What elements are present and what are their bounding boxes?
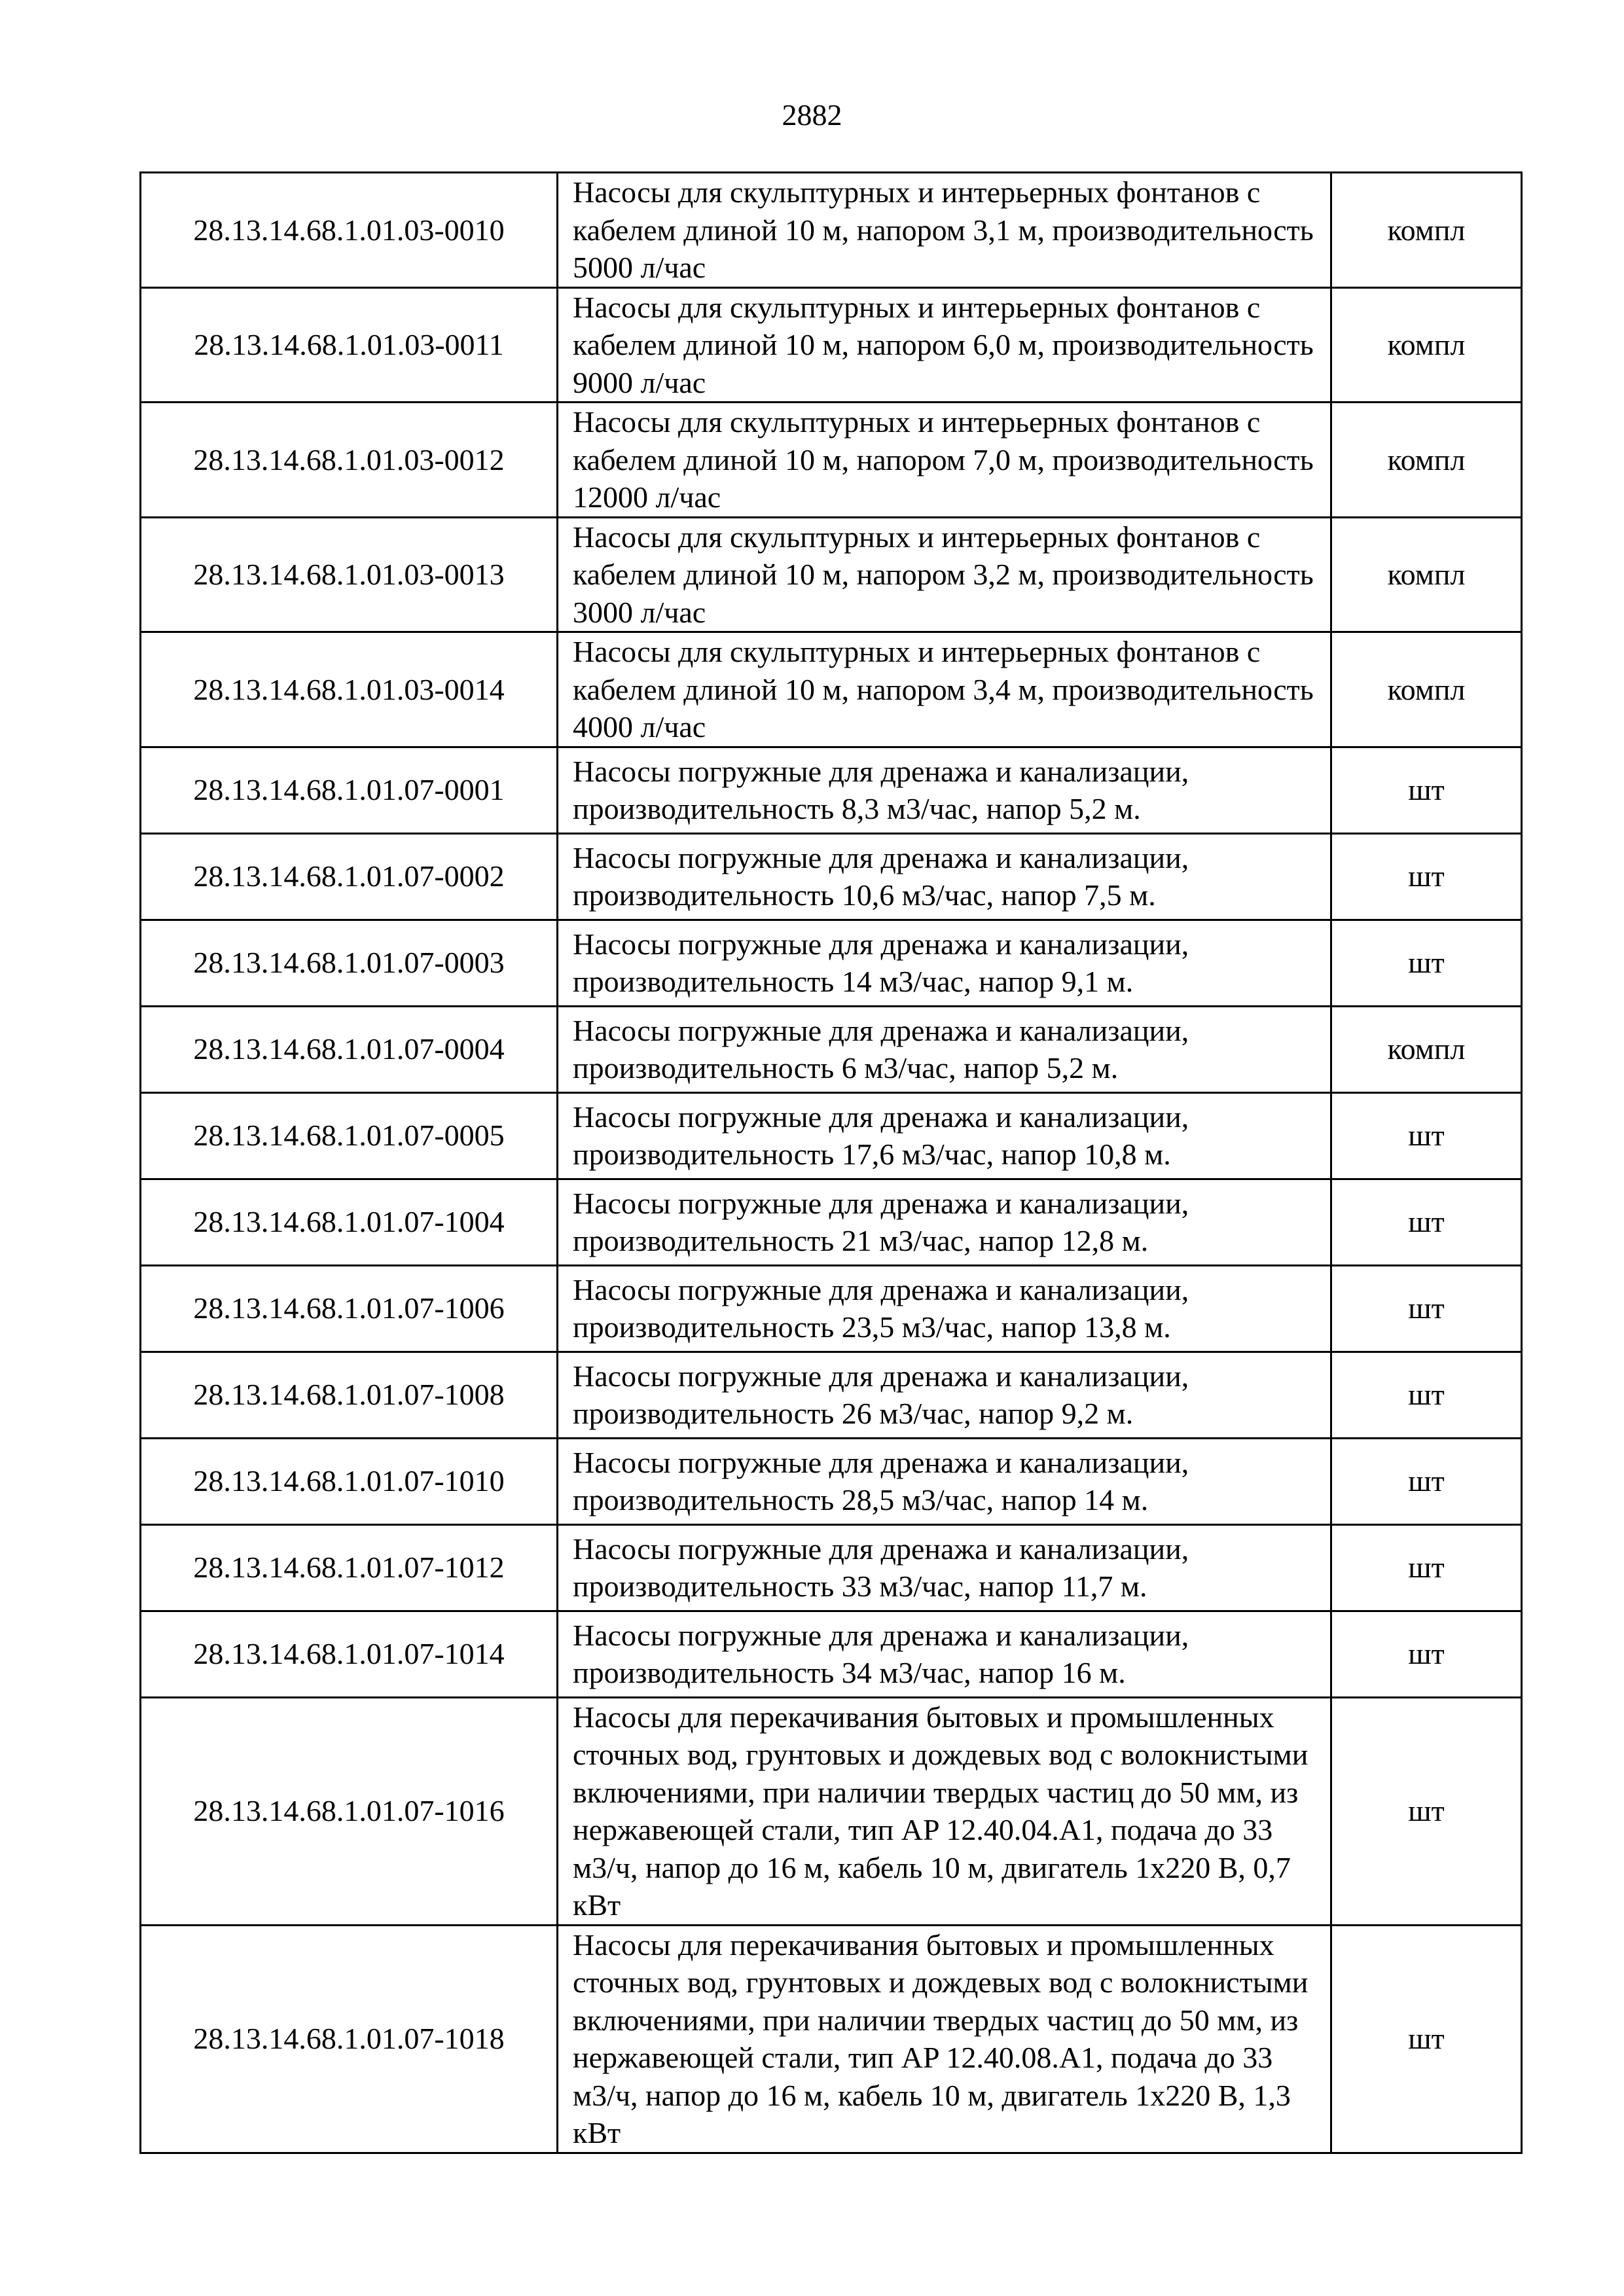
table-row <box>141 1092 1522 1179</box>
resource-description: Насосы для скульптурных и интерьерных фонтанов с кабелем длиной 10 м, напором 3,2 м, производительность 3000 л/час <box>558 517 1331 632</box>
resource-description: Насосы погружные для дренажа и канализации, производительность 34 м3/час, напор 16 м. <box>558 1611 1331 1697</box>
unit-of-measure: компл <box>1331 403 1522 518</box>
resource-code: 28.13.14.68.1.01.03-0012 <box>141 403 558 518</box>
unit-of-measure: шт <box>1331 1092 1522 1179</box>
unit-of-measure: шт <box>1331 747 1522 833</box>
table-row <box>141 1352 1522 1438</box>
catalog-table <box>139 171 1523 2154</box>
table-row <box>141 1438 1522 1524</box>
resource-code: 28.13.14.68.1.01.03-0011 <box>141 287 558 403</box>
resource-code: 28.13.14.68.1.01.07-1006 <box>141 1265 558 1352</box>
table-row <box>141 747 1522 833</box>
unit-of-measure: шт <box>1331 1611 1522 1697</box>
resource-description: Насосы погружные для дренажа и канализации, производительность 28,5 м3/час, напор 14 м. <box>558 1438 1331 1524</box>
unit-of-measure: шт <box>1331 833 1522 920</box>
unit-of-measure: компл <box>1331 517 1522 632</box>
unit-of-measure: шт <box>1331 1352 1522 1438</box>
unit-of-measure: компл <box>1331 173 1522 288</box>
resource-description: Насосы для перекачивания бытовых и промышленных сточных вод, грунтовых и дождевых вод с волокнистыми включениями, при наличии твердых частиц до 50 мм, из нержавеющей стали, тип AP 12.40.04.A1, подача до 33 м3/ч, напор до 16 м, кабель 10 м, двигатель 1х220 В, 0,7 кВт <box>558 1697 1331 1925</box>
resource-code: 28.13.14.68.1.01.07-0004 <box>141 1006 558 1092</box>
resource-description: Насосы погружные для дренажа и канализации, производительность 8,3 м3/час, напор 5,2 м. <box>558 747 1331 833</box>
page-number: 2882 <box>782 98 842 132</box>
resource-code: 28.13.14.68.1.01.03-0010 <box>141 173 558 288</box>
resource-description: Насосы для скульптурных и интерьерных фонтанов с кабелем длиной 10 м, напором 3,1 м, производительность 5000 л/час <box>558 173 1331 288</box>
table-row <box>141 287 1522 403</box>
resource-description: Насосы погружные для дренажа и канализации, производительность 33 м3/час, напор 11,7 м. <box>558 1524 1331 1611</box>
table-row <box>141 1006 1522 1092</box>
unit-of-measure: шт <box>1331 1179 1522 1265</box>
resource-description: Насосы погружные для дренажа и канализации, производительность 6 м3/час, напор 5,2 м. <box>558 1006 1331 1092</box>
unit-of-measure: компл <box>1331 632 1522 747</box>
resource-description: Насосы погружные для дренажа и канализации, производительность 10,6 м3/час, напор 7,5 м. <box>558 833 1331 920</box>
resource-code: 28.13.14.68.1.01.07-1010 <box>141 1438 558 1524</box>
resource-code: 28.13.14.68.1.01.07-1008 <box>141 1352 558 1438</box>
resource-description: Насосы погружные для дренажа и канализации, производительность 26 м3/час, напор 9,2 м. <box>558 1352 1331 1438</box>
table-row <box>141 1611 1522 1697</box>
resource-description: Насосы для скульптурных и интерьерных фонтанов с кабелем длиной 10 м, напором 6,0 м, производительность 9000 л/час <box>558 287 1331 403</box>
resource-code: 28.13.14.68.1.01.07-1012 <box>141 1524 558 1611</box>
table-row <box>141 1179 1522 1265</box>
table-row <box>141 517 1522 632</box>
table-row <box>141 632 1522 747</box>
table-row <box>141 920 1522 1006</box>
unit-of-measure: шт <box>1331 1697 1522 1925</box>
resource-code: 28.13.14.68.1.01.03-0014 <box>141 632 558 747</box>
resource-description: Насосы для скульптурных и интерьерных фонтанов с кабелем длиной 10 м, напором 3,4 м, производительность 4000 л/час <box>558 632 1331 747</box>
unit-of-measure: шт <box>1331 1265 1522 1352</box>
resource-code: 28.13.14.68.1.01.03-0013 <box>141 517 558 632</box>
table-row <box>141 833 1522 920</box>
resource-code: 28.13.14.68.1.01.07-0001 <box>141 747 558 833</box>
resource-code: 28.13.14.68.1.01.07-1014 <box>141 1611 558 1697</box>
resource-description: Насосы для скульптурных и интерьерных фонтанов с кабелем длиной 10 м, напором 7,0 м, производительность 12000 л/час <box>558 403 1331 518</box>
table-row <box>141 1265 1522 1352</box>
unit-of-measure: компл <box>1331 287 1522 403</box>
resource-code: 28.13.14.68.1.01.07-1018 <box>141 1925 558 2153</box>
resource-description: Насосы погружные для дренажа и канализации, производительность 14 м3/час, напор 9,1 м. <box>558 920 1331 1006</box>
resource-description: Насосы погружные для дренажа и канализации, производительность 23,5 м3/час, напор 13,8 м. <box>558 1265 1331 1352</box>
resource-description: Насосы погружные для дренажа и канализации, производительность 21 м3/час, напор 12,8 м. <box>558 1179 1331 1265</box>
unit-of-measure: шт <box>1331 1438 1522 1524</box>
resource-code: 28.13.14.68.1.01.07-0003 <box>141 920 558 1006</box>
resource-code: 28.13.14.68.1.01.07-1016 <box>141 1697 558 1925</box>
unit-of-measure: шт <box>1331 920 1522 1006</box>
resource-description: Насосы погружные для дренажа и канализации, производительность 17,6 м3/час, напор 10,8 м. <box>558 1092 1331 1179</box>
resource-code: 28.13.14.68.1.01.07-0005 <box>141 1092 558 1179</box>
unit-of-measure: шт <box>1331 1925 1522 2153</box>
table-row <box>141 1524 1522 1611</box>
resource-description: Насосы для перекачивания бытовых и промышленных сточных вод, грунтовых и дождевых вод с волокнистыми включениями, при наличии твердых частиц до 50 мм, из нержавеющей стали, тип AP 12.40.08.A1, подача до 33 м3/ч, напор до 16 м, кабель 10 м, двигатель 1х220 В, 1,3 кВт <box>558 1925 1331 2153</box>
table-row <box>141 1925 1522 2153</box>
resource-code: 28.13.14.68.1.01.07-0002 <box>141 833 558 920</box>
unit-of-measure: шт <box>1331 1524 1522 1611</box>
resource-code: 28.13.14.68.1.01.07-1004 <box>141 1179 558 1265</box>
unit-of-measure: компл <box>1331 1006 1522 1092</box>
table-row <box>141 403 1522 518</box>
table-row <box>141 173 1522 288</box>
table-row <box>141 1697 1522 1925</box>
